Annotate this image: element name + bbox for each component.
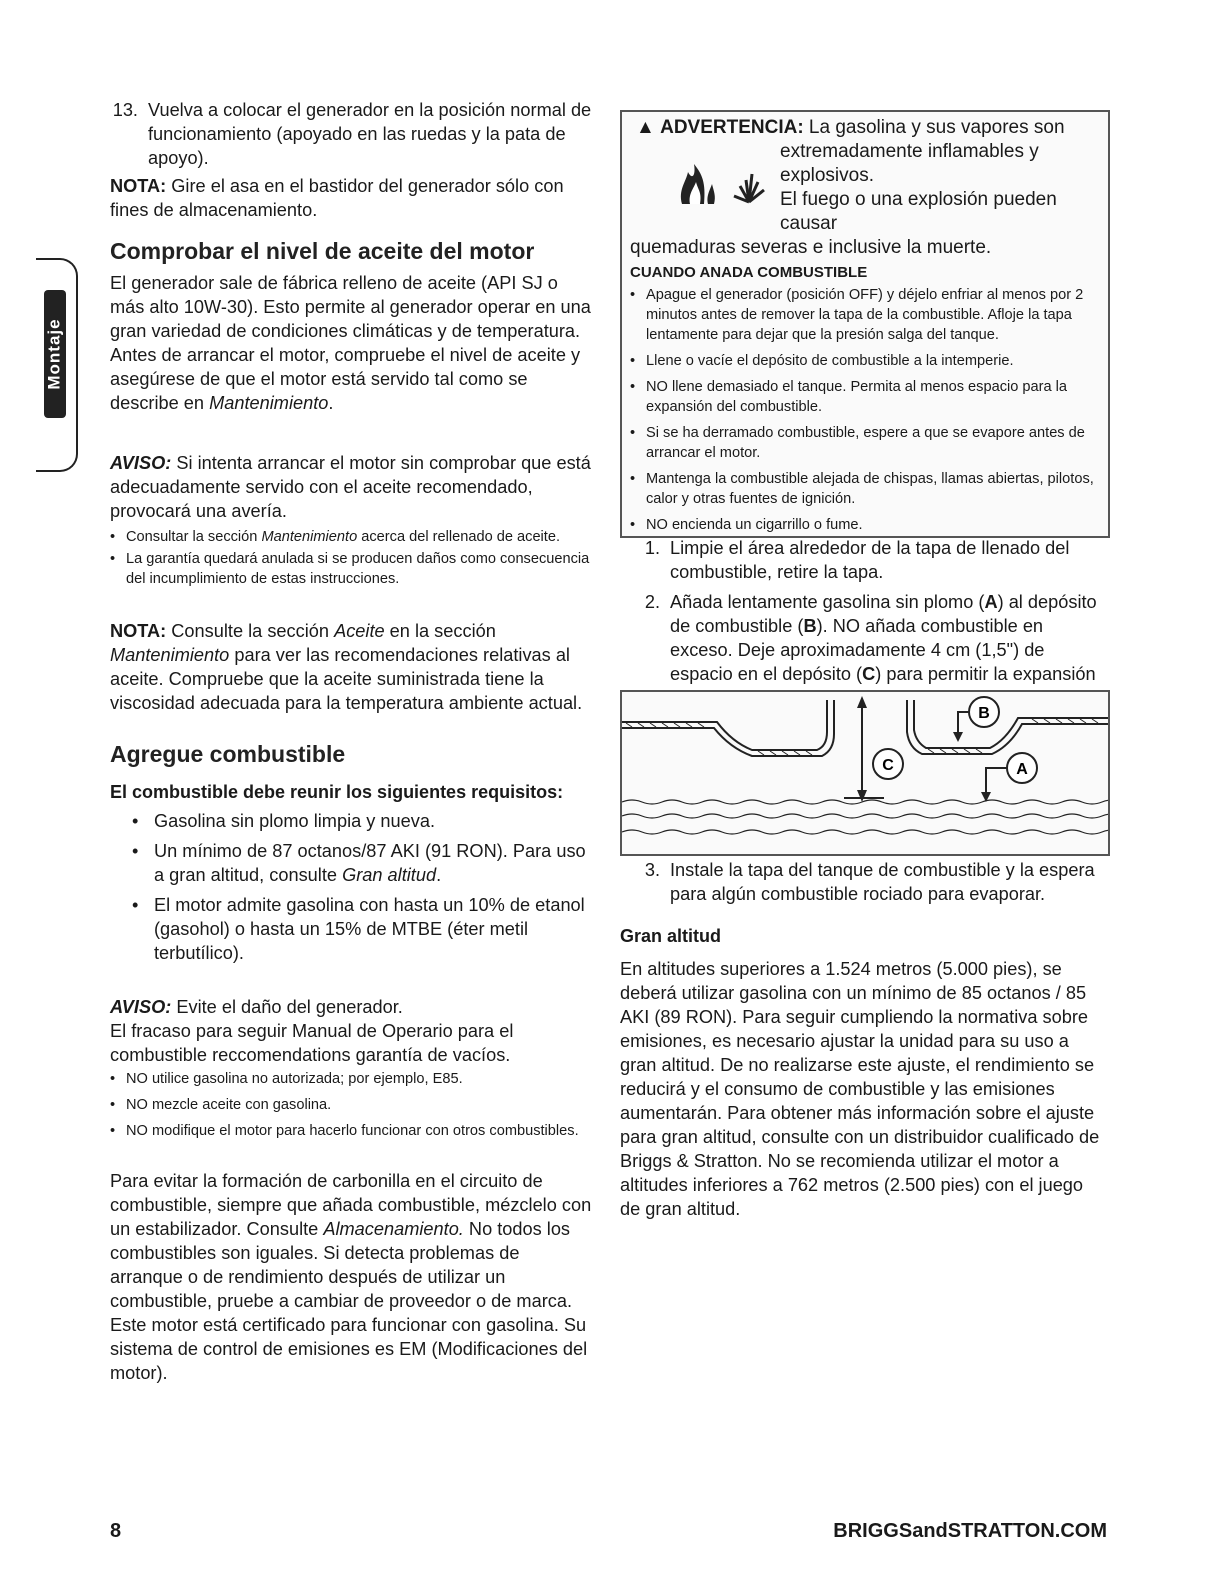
label-b: B bbox=[803, 616, 817, 636]
requirement-text: Un mínimo de 87 octanos/87 AKI (91 RON). Para uso a gran altitud, consulte bbox=[154, 841, 586, 885]
note-text: Gire el asa en el bastidor del generador sólo con fines de almacenamiento. bbox=[110, 176, 564, 220]
warning-bullet-text: Apague el generador (posición OFF) y déjelo enfriar al menos por 2 minutos antes de remover la tapa de la combustible. Afloje la tapa lentamente para dejar que la presión salga del tanque. bbox=[646, 287, 1084, 343]
subheading-fuel-requirements: El combustible debe reunir los siguientes requisitos: bbox=[110, 782, 564, 802]
oil-paragraph-end: . bbox=[328, 393, 334, 413]
oil-paragraph bbox=[110, 271, 595, 415]
bullet-text: NO utilice gasolina no autorizada; por ejemplo, E85. bbox=[126, 1071, 463, 1087]
maintenance-reference: Mantenimiento bbox=[209, 393, 329, 413]
warning-box bbox=[620, 110, 1110, 538]
stabilizer-paragraph bbox=[110, 1169, 595, 1385]
step-text: Limpie el área alrededor de la tapa de llenado del combustible, retire la tapa. bbox=[670, 538, 1070, 582]
step-text: Añada lentamente gasolina sin plomo ( bbox=[670, 592, 985, 612]
warning-bullet-text: Si se ha derramado combustible, espere a que se evapore antes de arrancar el motor. bbox=[646, 425, 1085, 461]
requirement-item: • Gasolina sin plomo limpia y nueva. bbox=[132, 811, 436, 831]
requirement-text-end: . bbox=[436, 865, 442, 885]
requirement-item: • El motor admite gasolina con hasta un 10% de etanol (gasohol) o hasta un 15% de MTBE (éter metil terbutílico). bbox=[110, 893, 595, 965]
oil-paragraph-text: El generador sale de fábrica relleno de aceite (API SJ o más alto 10W-30). Esto permite al generador operar en una gran variedad de condiciones climáticas y de temperatura. Antes de arrancar el motor, compruebe el nivel de aceite y asegúrese de que el motor está servido tal como se describe en bbox=[110, 273, 591, 413]
warning-subheading: CUANDO ANADA COMBUSTIBLE bbox=[630, 264, 868, 281]
warning-label: ADVERTENCIA: bbox=[660, 117, 804, 138]
bullet-text-end: acerca del rellenado de aceite. bbox=[357, 529, 561, 545]
step-text-4: ) para permitir la expansión bbox=[875, 664, 1096, 684]
warning-line-1: La gasolina y sus vapores son bbox=[803, 117, 1065, 138]
warning-line-2: extremadamente inflamables y bbox=[780, 141, 1039, 162]
step-3 bbox=[620, 858, 1106, 906]
note-handle bbox=[110, 174, 595, 222]
heading-add-fuel: Agregue combustible bbox=[110, 741, 346, 767]
note-label: NOTA: bbox=[110, 176, 167, 196]
warning-bullet-text: NO encienda un cigarrillo o fume. bbox=[646, 517, 863, 533]
note-label: NOTA: bbox=[110, 621, 167, 641]
altitude-paragraph: En altitudes superiores a 1.524 metros (5.000 pies), se deberá utilizar gasolina con un mínimo de 85 octanos / 85 AKI (89 RON). Para seguir cumpliendo la normativa sobre emisiones, es necesario ajustar la unidad para su uso a gran altitud. De no realizarse este ajuste, el rendimiento se reducirá y el consumo de combustible y las emisiones aumentarán. Para obtener más información sobre el ajuste para gran altitud, consulte con un distribuidor cualificado de Briggs & Stratton. No se recomienda utilizar el motor a altitudes inferiores a 762 metros (2.500 pies) con el juego de gran altitud. bbox=[620, 959, 1100, 1219]
label-a-text: A bbox=[1016, 761, 1028, 778]
fire-explosion-icon bbox=[674, 152, 784, 208]
notice-fuel-bullet: • NO mezcle aceite con gasolina. bbox=[110, 1097, 332, 1113]
bullet-text: Consultar la sección bbox=[126, 529, 262, 545]
page-number: 8 bbox=[110, 1520, 122, 1542]
warning-bullet: • NO encienda un cigarrillo o fume. bbox=[630, 517, 863, 533]
requirement-text: Gasolina sin plomo limpia y nueva. bbox=[154, 811, 436, 831]
step-number: 1. bbox=[644, 538, 660, 558]
oil-reference: Aceite bbox=[334, 621, 385, 641]
paragraph-text-2: No todos los combustibles son iguales. Si detecta problemas de arranque o de rendimiento después de utilizar un combustible, pruebe a cambiar de proveedor o de marca. Este motor está certificado para funcionar con gasolina. Su sistema de control de emisiones es EM (Modificaciones del motor). bbox=[110, 1219, 588, 1383]
fuel-tank-diagram bbox=[620, 690, 1110, 856]
notice-oil-bullet-2: • La garantía quedará anulada si se producen daños como consecuencia del incumplimiento de estas instrucciones. bbox=[110, 549, 595, 589]
step-number: 13. bbox=[112, 100, 138, 120]
warning-bullet: • Si se ha derramado combustible, espere a que se evapore antes de arrancar el motor. bbox=[630, 423, 1100, 463]
warning-bullet: • Apague el generador (posición OFF) y déjelo enfriar al menos por 2 minutos antes de remover la tapa de la combustible. Afloje la tapa lentamente para dejar que la presión salga del tanque. bbox=[630, 285, 1100, 345]
label-c: C bbox=[862, 664, 876, 684]
step-text: Vuelva a colocar el generador en la posición normal de funcionamiento (apoyado en las ruedas y la pata de apoyo). bbox=[148, 100, 592, 168]
storage-reference: Almacenamiento. bbox=[323, 1219, 464, 1239]
notice-label: AVISO: bbox=[110, 453, 172, 473]
notice-oil-bullet-1: • Consultar la sección Mantenimiento acerca del rellenado de aceite. bbox=[110, 529, 561, 545]
bullet-text: NO mezcle aceite con gasolina. bbox=[126, 1097, 332, 1113]
warning-content bbox=[630, 116, 1100, 535]
step-13 bbox=[98, 98, 595, 170]
notice-oil bbox=[110, 451, 595, 523]
warning-bullet-text: Mantenga la combustible alejada de chispas, llamas abiertas, pilotos, calor y otras fuentes de ignición. bbox=[646, 471, 1094, 507]
maintenance-reference: Mantenimiento bbox=[110, 645, 230, 665]
warning-bullet-text: Llene o vacíe el depósito de combustible a la intemperie. bbox=[646, 353, 1014, 369]
section-tab-label: Montaje bbox=[45, 318, 65, 390]
warning-line-5: quemaduras severas e inclusive la muerte. bbox=[630, 237, 992, 258]
warning-bullet: • Mantenga la combustible alejada de chispas, llamas abiertas, pilotos, calor y otras fuentes de ignición. bbox=[630, 469, 1100, 509]
altitude-reference: Gran altitud bbox=[342, 865, 437, 885]
step-text-3: ). NO añada combustible en exceso. Deje aproximadamente 4 cm (1,5") de espacio en el depósito ( bbox=[670, 616, 1045, 684]
bullet-text: La garantía quedará anulada si se producen daños como consecuencia del incumplimiento de estas instrucciones. bbox=[126, 551, 590, 587]
heading-oil-level: Comprobar el nivel de aceite del motor bbox=[110, 238, 535, 264]
altitude-section bbox=[620, 858, 1106, 1221]
requirement-text: El motor admite gasolina con hasta un 10% de etanol (gasohol) o hasta un 15% de MTBE (éter metil terbutílico). bbox=[154, 895, 585, 963]
fuel-requirements-list bbox=[110, 809, 595, 965]
note-text-2: en la sección bbox=[384, 621, 496, 641]
notice-text: Si intenta arrancar el motor sin comprobar que está adecuadamente servido con el aceite recomendado, provocará una avería. bbox=[110, 453, 591, 521]
paragraph-text: Para evitar la formación de carbonilla en el circuito de combustible, siempre que añada combustible, mézclelo con un estabilizador. Consulte bbox=[110, 1171, 592, 1239]
bullet-italic: Mantenimiento bbox=[261, 529, 358, 545]
website-url: BRIGGSandSTRATTON.COM bbox=[833, 1520, 1107, 1542]
fuel-tank-illustration bbox=[622, 692, 1108, 854]
label-c-text: C bbox=[882, 757, 894, 774]
bullet-text: NO modifique el motor para hacerlo funcionar con otros combustibles. bbox=[126, 1123, 579, 1139]
left-column bbox=[110, 98, 595, 1385]
fuel-steps bbox=[620, 536, 1106, 710]
note-text: Consulte la sección bbox=[166, 621, 335, 641]
notice-fuel-bullet: • NO modifique el motor para hacerlo funcionar con otros combustibles. bbox=[110, 1123, 579, 1139]
step-text-2: ) al depósito de combustible ( bbox=[670, 592, 1097, 636]
requirement-item: • Un mínimo de 87 octanos/87 AKI (91 RON). Para uso a gran altitud, consulte Gran altitud. bbox=[132, 841, 586, 885]
heading-high-altitude: Gran altitud bbox=[620, 926, 722, 946]
warning-bullet: • NO llene demasiado el tanque. Permita al menos espacio para la expansión del combustible. bbox=[630, 377, 1100, 417]
step-text: Instale la tapa del tanque de combustible y la espera para algún combustible rociado para evaporar. bbox=[670, 860, 1095, 904]
section-tab-label-box bbox=[44, 290, 66, 418]
note-oil-reference bbox=[110, 619, 595, 715]
note-text-3: para ver las recomendaciones relativas al aceite. Compruebe que la aceite suministrada tiene la viscosidad adecuada para la temperatura ambiente actual. bbox=[110, 645, 583, 713]
step-number: 2. bbox=[644, 592, 660, 612]
label-a: A bbox=[984, 592, 998, 612]
step-1 bbox=[620, 536, 1106, 584]
warning-bullet: • Llene o vacíe el depósito de combustible a la intemperie. bbox=[630, 353, 1014, 369]
step-number: 3. bbox=[644, 860, 660, 880]
warning-triangle-icon: ▲ bbox=[636, 117, 655, 138]
notice-fuel bbox=[110, 995, 595, 1067]
notice-label: AVISO: bbox=[110, 997, 172, 1017]
warning-bullet-text: NO llene demasiado el tanque. Permita al menos espacio para la expansión del combustible. bbox=[646, 379, 1068, 415]
warning-title bbox=[630, 116, 1100, 140]
warning-line-3: explosivos. bbox=[780, 165, 874, 186]
notice-text: Evite el daño del generador. bbox=[171, 997, 403, 1017]
notice-text-2: El fracaso para seguir Manual de Operario para el combustible reccomendations garantía de vacíos. bbox=[110, 1021, 514, 1065]
label-b-text: B bbox=[978, 705, 990, 722]
warning-line-4: El fuego o una explosión pueden causar bbox=[780, 189, 1057, 234]
notice-fuel-bullet: • NO utilice gasolina no autorizada; por ejemplo, E85. bbox=[110, 1071, 463, 1087]
